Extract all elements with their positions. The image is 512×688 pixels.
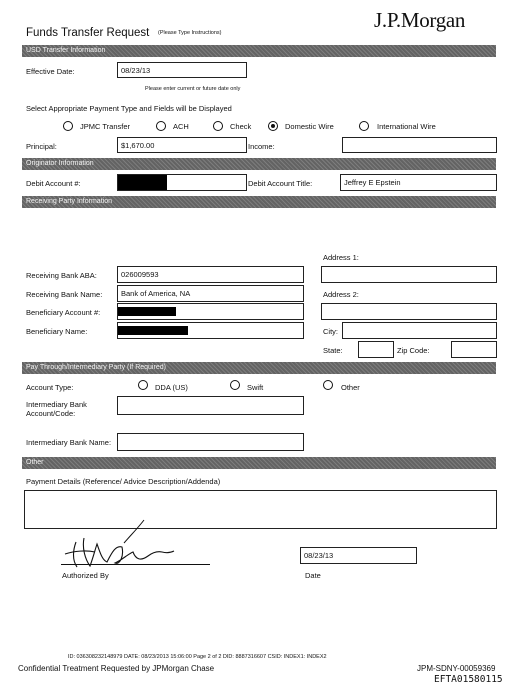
- radio-dda-us[interactable]: [138, 380, 148, 390]
- address2-label: Address 2:: [323, 290, 359, 299]
- date-label: Date: [305, 571, 321, 580]
- jpmorgan-logo: J.P.Morgan: [374, 8, 466, 32]
- radio-domestic-wire-label: Domestic Wire: [285, 122, 334, 131]
- payment-type-prompt: Select Appropriate Payment Type and Fields will be Displayed: [26, 104, 232, 113]
- fax-id-line: ID: 036308232148979 DATE: 08/23/2013 15:06:00 Page 2 of 2 DID: 8887316607 CSID: INDEX1: INDEX2: [68, 654, 327, 660]
- debit-account-field[interactable]: [117, 174, 247, 191]
- bates-number: JPM-SDNY-00059369: [417, 664, 496, 673]
- radio-other[interactable]: [323, 380, 333, 390]
- beneficiary-account-label: Beneficiary Account #:: [26, 308, 101, 317]
- principal-label: Principal:: [26, 142, 57, 151]
- beneficiary-name-field[interactable]: [117, 322, 304, 339]
- beneficiary-name-label: Beneficiary Name:: [26, 327, 88, 336]
- intermediary-bank-label-line1: Intermediary Bank: [26, 400, 87, 409]
- radio-ach-label: ACH: [173, 122, 189, 131]
- efta-number: EFTA01580115: [434, 674, 503, 685]
- account-type-label: Account Type:: [26, 383, 74, 392]
- radio-domestic-wire[interactable]: [268, 121, 278, 131]
- debit-account-title-label: Debit Account Title:: [248, 179, 313, 188]
- receiving-bank-name-field[interactable]: Bank of America, NA: [117, 285, 304, 302]
- radio-international-wire[interactable]: [359, 121, 369, 131]
- form-title: Funds Transfer Request: [26, 27, 150, 39]
- intermediary-bank-name-label: Intermediary Bank Name:: [26, 438, 112, 447]
- signature-line: [61, 564, 210, 565]
- radio-check-label: Check: [230, 122, 252, 131]
- radio-dda-us-label: DDA (US): [155, 383, 188, 392]
- signature-date-field[interactable]: 08/23/13: [300, 547, 417, 564]
- radio-international-wire-label: International Wire: [377, 122, 436, 131]
- receiving-bank-name-label: Receiving Bank Name:: [26, 290, 103, 299]
- radio-other-label: Other: [341, 383, 360, 392]
- intermediary-bank-label-line2: Account/Code:: [26, 409, 76, 418]
- receiving-bank-aba-label: Receiving Bank ABA:: [26, 271, 97, 280]
- payment-details-label: Payment Details (Reference/ Advice Description/Addenda): [26, 477, 221, 486]
- radio-swift[interactable]: [230, 380, 240, 390]
- confidential-notice: Confidential Treatment Requested by JPMorgan Chase: [18, 664, 215, 673]
- usd-transfer-section-bar: USD Transfer Information: [22, 45, 496, 57]
- principal-field[interactable]: $1,670.00: [117, 137, 247, 153]
- state-label: State:: [323, 346, 343, 355]
- authorized-by-label: Authorized By: [62, 571, 109, 580]
- zip-code-label: Zip Code:: [397, 346, 430, 355]
- redaction-block: [118, 326, 188, 335]
- address2-field[interactable]: [321, 303, 497, 320]
- income-field[interactable]: [342, 137, 497, 153]
- effective-date-field[interactable]: 08/23/13: [117, 62, 247, 78]
- city-label: City:: [323, 327, 338, 336]
- city-field[interactable]: [342, 322, 497, 339]
- debit-account-label: Debit Account #:: [26, 179, 81, 188]
- income-label: Income:: [248, 142, 275, 151]
- radio-jpmc-transfer[interactable]: [63, 121, 73, 131]
- other-section-bar: Other: [22, 457, 496, 469]
- radio-check[interactable]: [213, 121, 223, 131]
- radio-swift-label: Swift: [247, 383, 264, 392]
- redaction-block: [118, 175, 167, 190]
- radio-ach[interactable]: [156, 121, 166, 131]
- originator-section-bar: Originator Information: [22, 158, 496, 170]
- effective-date-label: Effective Date:: [26, 67, 75, 76]
- address1-label: Address 1:: [323, 253, 359, 262]
- zip-code-field[interactable]: [451, 341, 497, 358]
- date-note: Please enter current or future date only: [145, 86, 241, 92]
- receiving-party-section-bar: Receiving Party Information: [22, 196, 496, 208]
- redaction-block: [118, 307, 176, 316]
- pay-through-section-bar: Pay Through/Intermediary Party (If Required): [22, 362, 496, 374]
- address1-field[interactable]: [321, 266, 497, 283]
- type-instructions-note: (Please Type Instructions): [158, 30, 222, 36]
- intermediary-bank-name-field[interactable]: [117, 433, 304, 451]
- state-field[interactable]: [358, 341, 394, 358]
- beneficiary-account-field[interactable]: [117, 303, 304, 320]
- intermediary-bank-account-field[interactable]: [117, 396, 304, 415]
- receiving-bank-aba-field[interactable]: 026009593: [117, 266, 304, 283]
- debit-account-title-field[interactable]: Jeffrey E Epstein: [340, 174, 497, 191]
- radio-jpmc-transfer-label: JPMC Transfer: [80, 122, 131, 131]
